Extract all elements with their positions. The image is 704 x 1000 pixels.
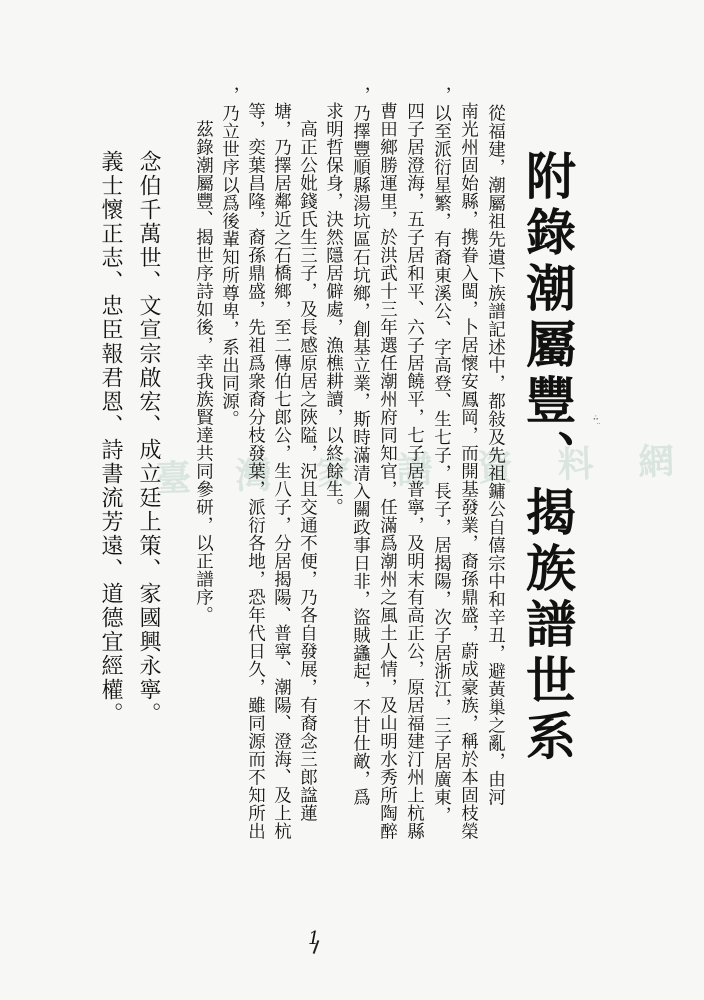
poem-line-1: 念伯千萬世、文宣宗啟宏、成立廷上策、家國興永寧。 — [136, 150, 161, 726]
poem-line-2: 義士懷正志、忠臣報君恩、詩書流芳遠、道德宜經權。 — [98, 150, 123, 726]
body-column-4: 四子居澄海，五子居和平、六子居饒平，七子居普寧，及明末有高正公，原居福建汀州上杭縣 — [404, 102, 425, 840]
watermark: 臺 灣 家 譜 資 料 網 — [154, 439, 691, 501]
body-column-2: 南光州固始縣，携眷入閩，卜居懷安鳳岡，而開基發業，裔孫鼎盛，蔚成豪族，稱於本固枝榮 — [458, 102, 479, 840]
page-title: 附錄潮屬豐、揭族譜世系 — [518, 150, 577, 766]
body-column-8: 高正公妣錢氏生三子，及長感原居之陜隘，況且交通不便，乃各自發展，有裔念三郎諡蓮 — [297, 102, 318, 822]
ink-smudge: ꞏ̇ꞏ̤ — [593, 415, 599, 425]
body-column-10: 等，奕葉昌隆，裔孫鼎盛，先祖爲衆裔分枝發葉，派衍各地，恐年代日久，雖同源而不知所出 — [245, 102, 266, 840]
body-column-1: 從福建，潮屬祖先遺下族譜記述中，都敍及先祖鏞公自僖宗中和辛丑，避黃巢之亂，由河 — [485, 104, 506, 806]
body-column-11: ，乃立世序以爲後輩知所尊卑，系出同源。 — [219, 86, 240, 428]
body-column-12: 茲錄潮屬豐、揭世序詩如後，幸我族賢達共同參研，以正譜序。 — [193, 102, 214, 624]
body-column-9: 塘，乃擇居鄰近之石橋鄉，至二傳伯七郎公，生八子，分居揭陽、普寧、潮陽、澄海、及上杭 — [271, 102, 292, 840]
body-column-5: 曹田鄉勝運里，於洪武十三年選任潮州府同知官，任滿爲潮州之風土人情，及山明水秀所陶醉 — [377, 102, 398, 840]
body-column-6: ，乃擇豐順縣湯坑區石坑鄉，創基立業，斯時滿清入關政事日非，盜賊蠭起，不甘仕敵，爲 — [350, 86, 371, 806]
page-number: 1 — [308, 928, 320, 949]
body-column-3: ，以至派衍星繁，有裔東溪公、字高登、生七子，長子，居揭陽，次子居浙江，三子居廣東， — [431, 86, 452, 824]
body-column-7: 求明哲保身，決然隱居僻處，漁樵耕讀，以終餘生。 — [323, 102, 344, 516]
